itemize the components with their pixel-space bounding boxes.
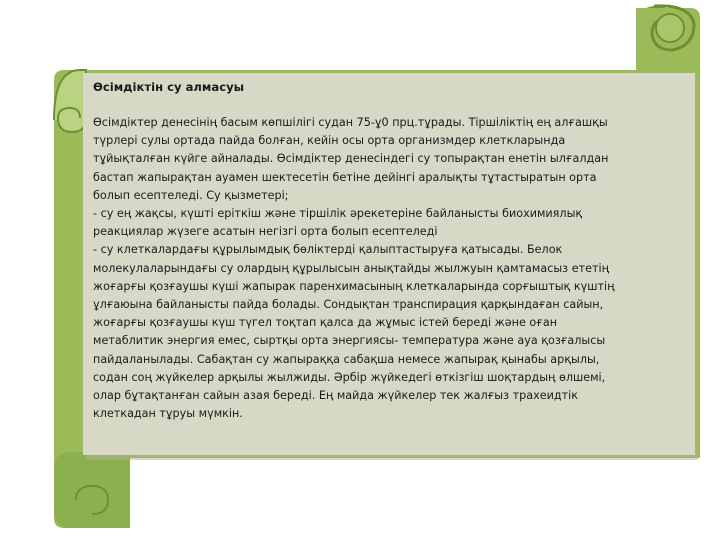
- text-line: болып есептеледі. Су қызметері;: [93, 188, 289, 202]
- text-line: пайдаланылады. Сабақтан су жапыраққа сабақша немесе жапырақ қынабы арқылы,: [93, 352, 600, 366]
- text-line: содан соң жүйкелер арқылы жылжиды. Әрбір жүйкедегі өткізгіш шоқтардың өлшемі,: [93, 370, 606, 384]
- text-line: - су клеткалардағы құрылымдық бөліктерді қалыптастыруға қатысады. Белок: [93, 243, 563, 257]
- text-line: ұлғаюына байланысты пайда болады. Сондықтан транспирация қарқындаған сайын,: [93, 298, 604, 312]
- text-line: жоғарғы қозғаушы күші жапырак паренхимасының клеткаларында сорғыштық күштің: [93, 279, 615, 293]
- text-line: Өсімдіктер денесінің басым көпшілігі судан 75-ұ0 прц.тұрады. Тіршіліктің ең алғашқы: [93, 116, 608, 129]
- text-line: клеткадан тұруы мүмкін.: [93, 407, 243, 421]
- text-line: - су ең жақсы, күшті еріткіш және тіршілік әрекетеріне байланысты биохимиялық: [93, 207, 583, 221]
- text-line: метаблитик энергия емес, сыртқы орта энергиясы- температура және ауа қозғалысы: [93, 334, 606, 348]
- text-line: жоғарғы қозғаушы күш түгел тоқтап қалса да жұмыс істей береді және оған: [93, 316, 558, 330]
- text-line: реакциялар жүзеге асатын негізгі орта болып есептеледі: [93, 225, 438, 239]
- text-line: олар бұтақтанған сайын азая береді. Ең майда жүйкелер тек жалғыз трахеидтік: [93, 389, 578, 403]
- text-line: тұйықталған күйге айналады. Өсімдіктер денесіндегі су топырақтан енетін ылғалдан: [93, 152, 609, 166]
- page-title: Өсімдіктін су алмасуы: [93, 80, 245, 94]
- scroll-panel: [83, 74, 695, 456]
- text-line: бастап жапырақтан ауамен шектесетін бетіне дейінгі аралықты тұтастыратын орта: [93, 170, 597, 184]
- text-line: түрлері сулы ортада пайда болған, кейін осы орта организмдер клеткларында: [93, 134, 566, 148]
- body-text: [93, 114, 687, 423]
- text-line: молекулаларындағы су олардың құрылысын анықтайды жылжуын қамтамасыз ететің: [93, 261, 609, 275]
